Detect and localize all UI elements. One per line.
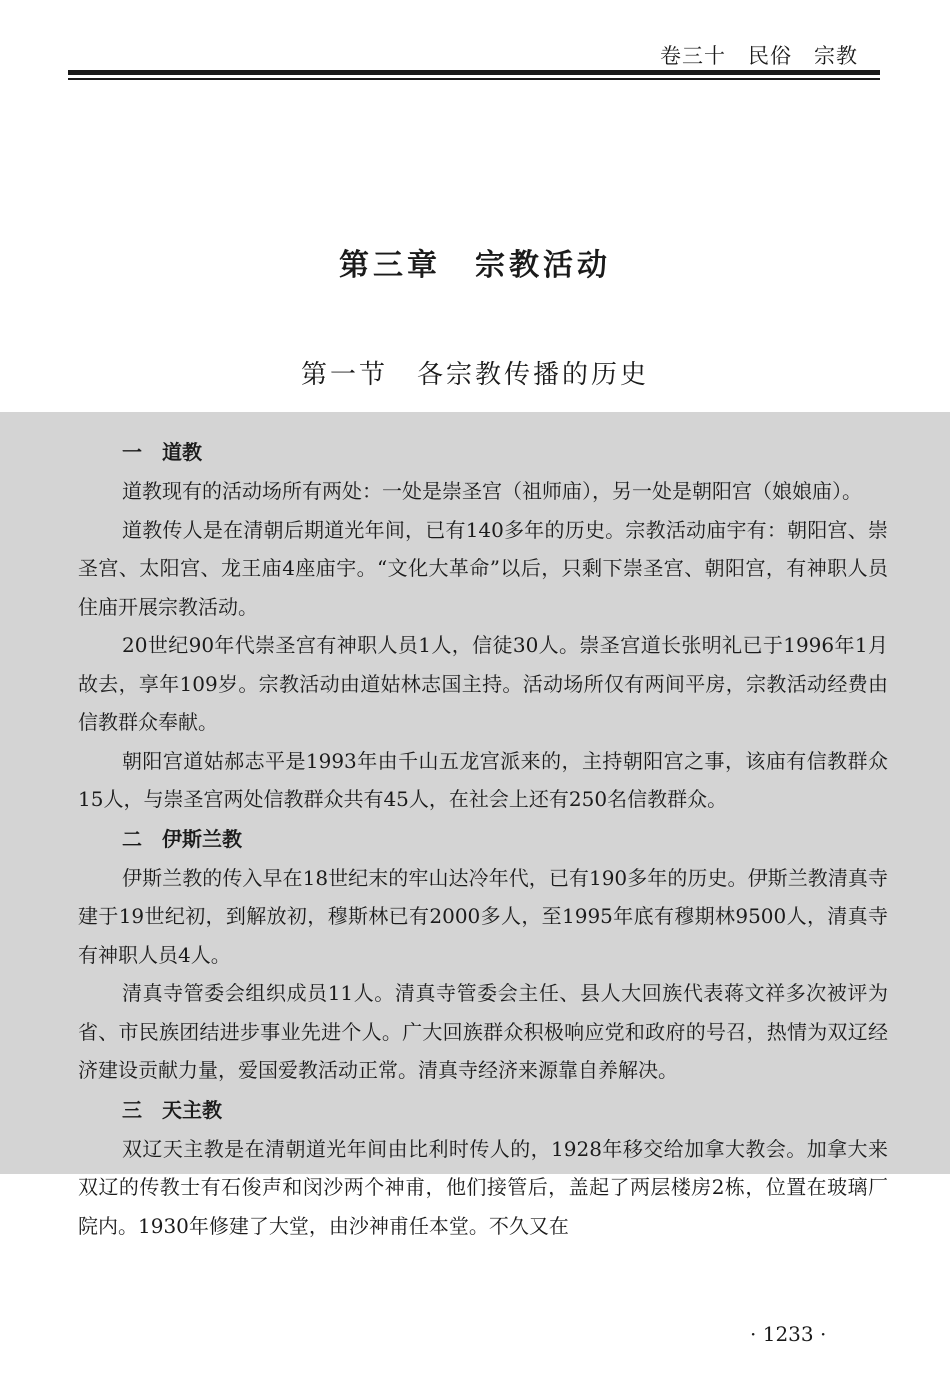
subsection-heading-islam: 二 伊斯兰教 bbox=[122, 826, 242, 851]
paragraph: 道教传人是在清朝后期道光年间，已有140多年的历史。宗教活动庙宇有：朝阳宫、崇圣宫、太阳宫、龙王庙4座庙宇。“文化大革命”以后，只剩下崇圣宫、朝阳宫，有神职人员住庙开展宗教活动。 bbox=[78, 517, 888, 619]
subsection-heading-taoism: 一 道教 bbox=[122, 440, 202, 464]
subsection-heading-catholicism: 三 天主教 bbox=[122, 1097, 222, 1122]
chapter-title: 第三章 宗教活动 bbox=[339, 248, 611, 283]
paragraph: 20世纪90年代崇圣宫有神职人员1人，信徒30人。崇圣宫道长张明礼已于1996年1月故去，享年109岁。宗教活动由道姑林志国主持。活动场所仅有两间平房，宗教活动经费由信教群众奉献。 bbox=[78, 633, 888, 734]
paragraph: 清真寺管委会组织成员11人。清真寺管委会主任、县人大回族代表蒋文祥多次被评为省、市民族团结进步事业先进个人。广大回族群众积极响应党和政府的号召，热情为双辽经济建设贡献力量，爱国爱教活动正常。清真寺经济来源靠自养解决。 bbox=[78, 981, 888, 1082]
header-rule bbox=[68, 70, 880, 80]
paragraph: 双辽天主教是在清朝道光年间由比利时传人的，1928年移交给加拿大教会。加拿大来双辽的传教士有石俊声和闵沙两个神甫，他们接管后，盖起了两层楼房2栋，位置在玻璃厂院内。1930年修建了大堂，由沙神甫任本堂。不久又在 bbox=[78, 1136, 888, 1238]
paragraph: 朝阳宫道姑郝志平是1993年由千山五龙宫派来的，主持朝阳宫之事，该庙有信教群众15人，与崇圣宫两处信教群众共有45人，在社会上还有250名信教群众。 bbox=[78, 748, 888, 811]
section-title: 第一节 各宗教传播的历史 bbox=[300, 360, 649, 390]
paragraph: 伊斯兰教的传入早在18世纪末的牢山达冷年代，已有190多年的历史。伊斯兰教清真寺建于19世纪初，到解放初，穆斯林已有2000多人，至1995年底有穆期林9500人，清真寺有神职人员4人。 bbox=[78, 865, 888, 967]
paragraph: 道教现有的活动场所有两处：一处是崇圣宫（祖师庙），另一处是朝阳宫（娘娘庙）。 bbox=[122, 479, 862, 503]
page-number: · 1233 · bbox=[750, 1322, 827, 1346]
body-text bbox=[78, 432, 888, 1245]
running-header: 卷三十 民俗 宗教 bbox=[660, 44, 858, 68]
